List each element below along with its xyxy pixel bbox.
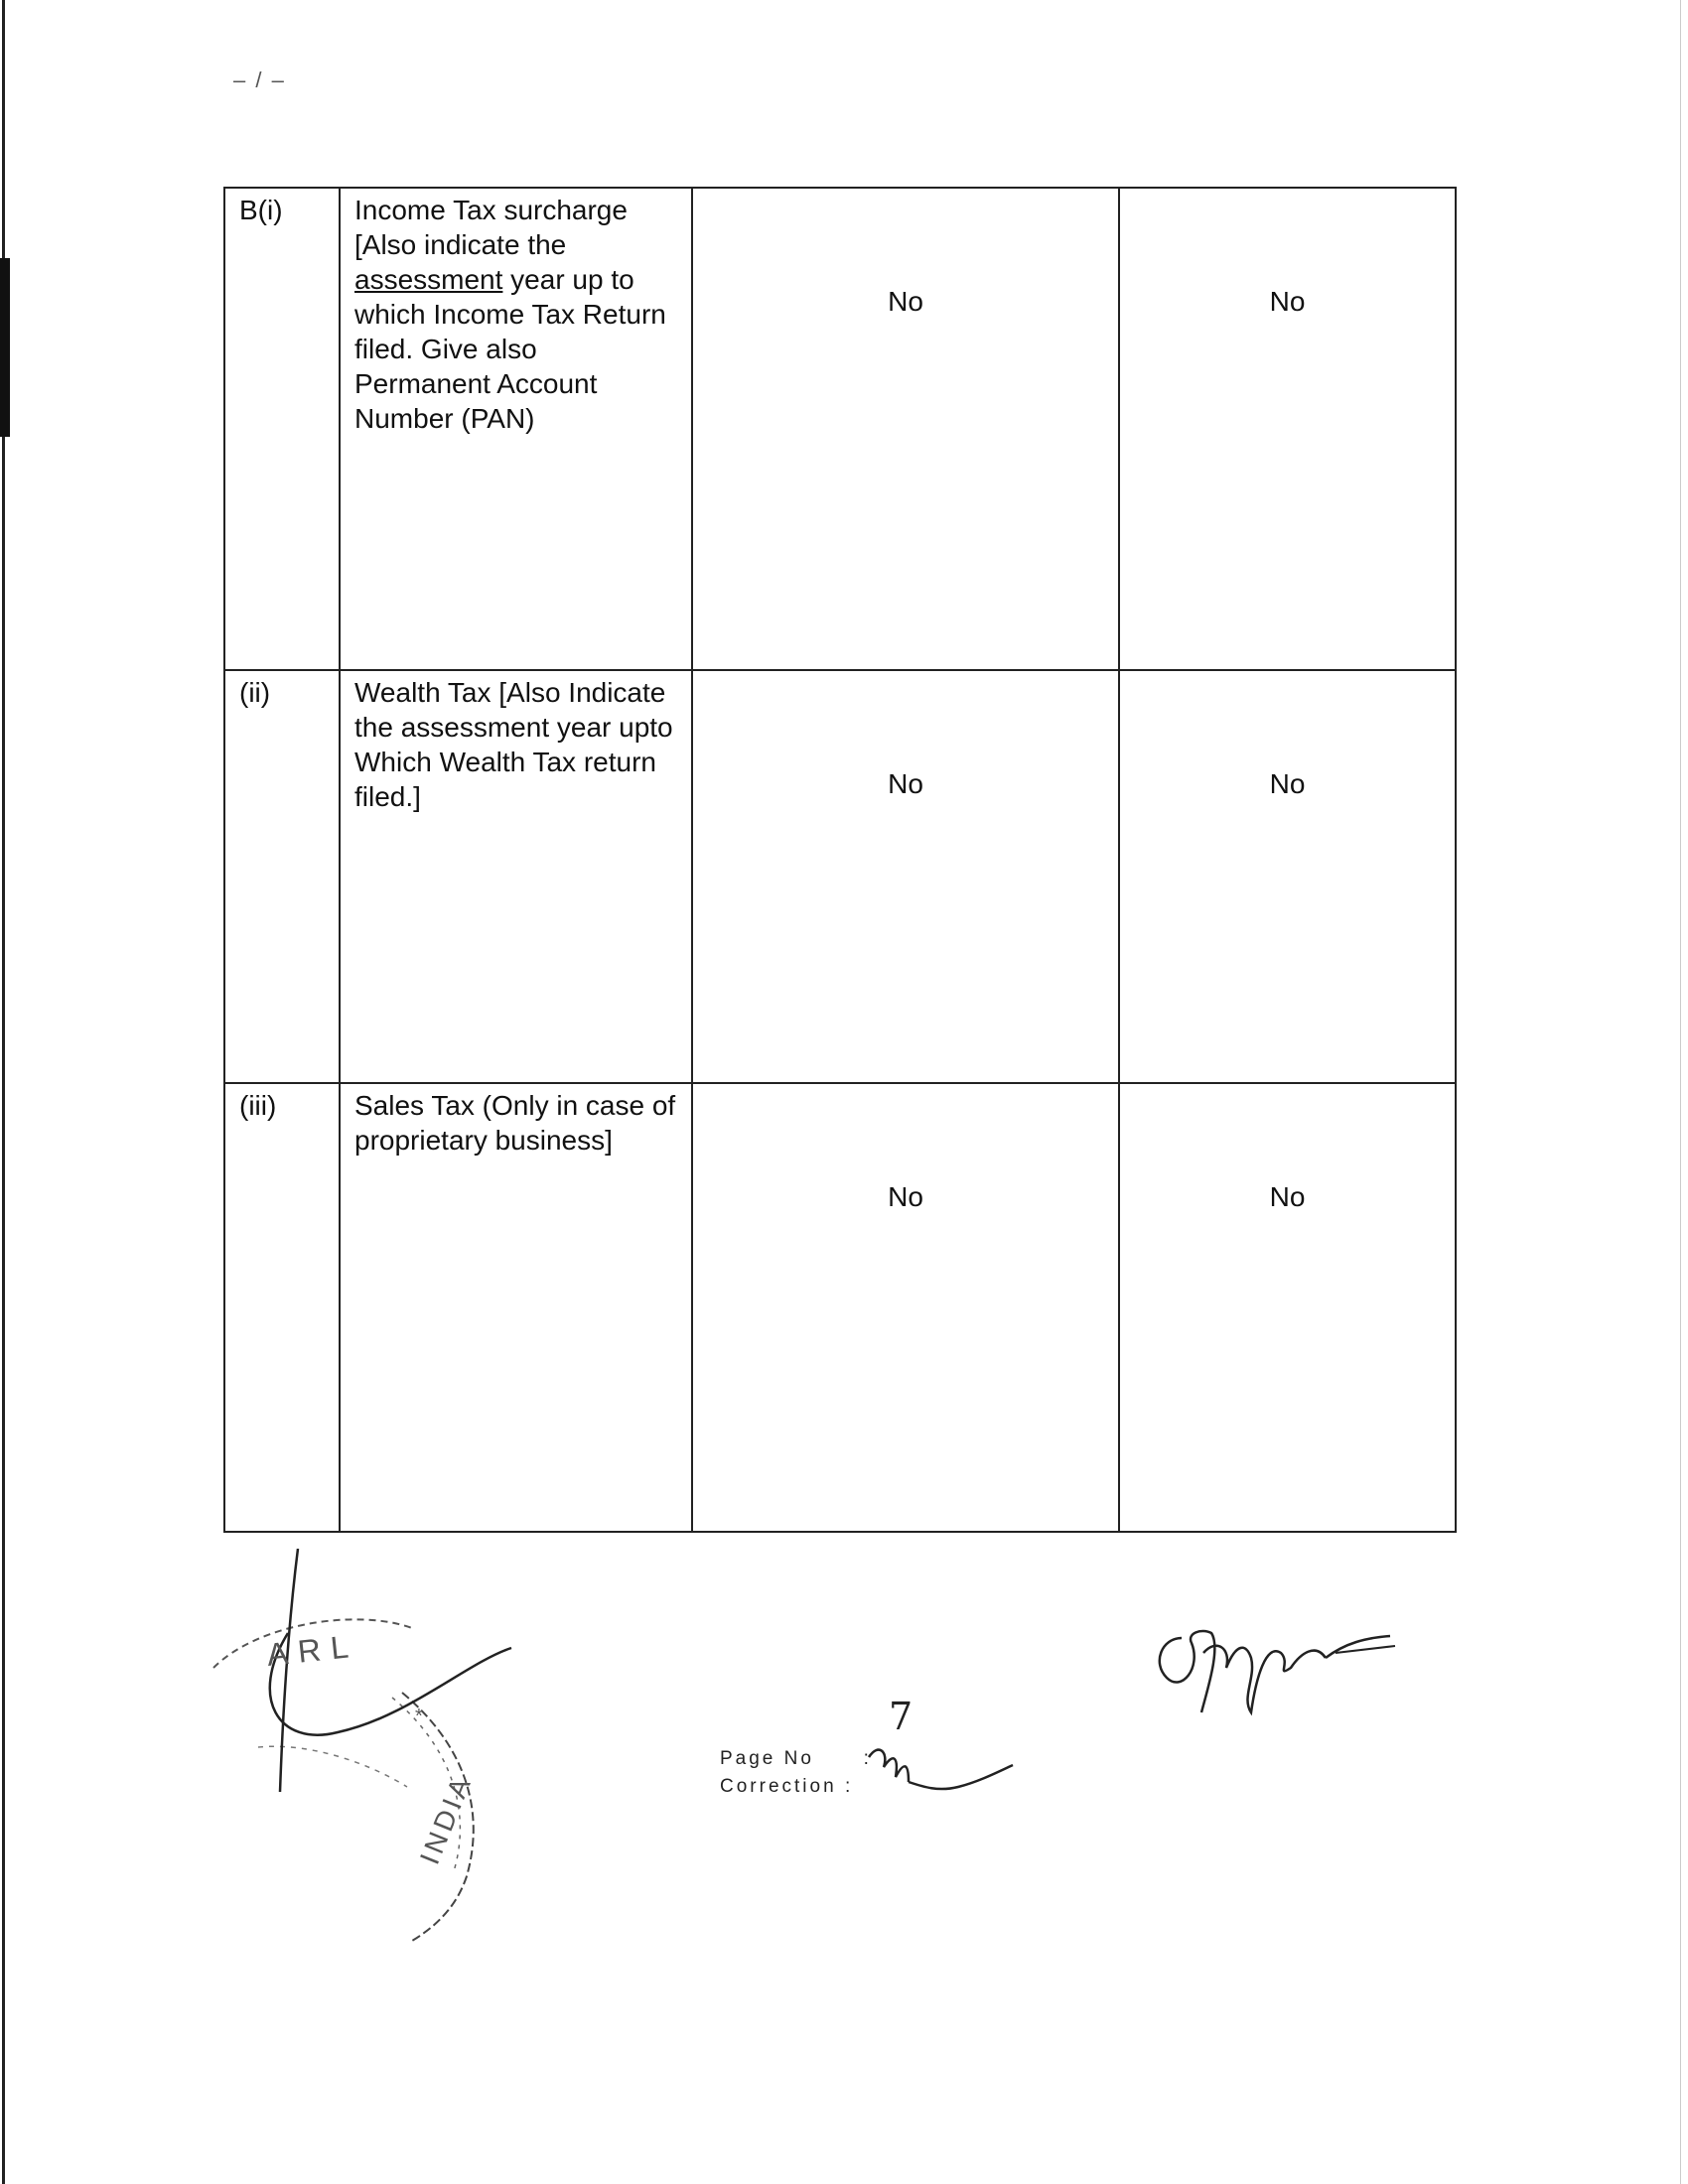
answer-cell-2 bbox=[1119, 1083, 1456, 1532]
correction-label: Correction bbox=[720, 1776, 837, 1797]
handwritten-page-number: 7 bbox=[889, 1695, 914, 1738]
description-underlined: assessment bbox=[354, 264, 503, 295]
page-no-separator: : bbox=[863, 1748, 872, 1769]
answer-text: No bbox=[1269, 286, 1306, 317]
table-row bbox=[224, 1083, 1456, 1532]
tax-declaration-table bbox=[223, 187, 1457, 1533]
table-row bbox=[224, 670, 1456, 1083]
answer-cell-2 bbox=[1119, 670, 1456, 1083]
svg-text:INDIA: INDIA bbox=[413, 1769, 479, 1869]
handwritten-correction-mark bbox=[864, 1688, 1023, 1807]
row-serial: (iii) bbox=[224, 1083, 340, 1532]
signature bbox=[1142, 1598, 1400, 1727]
description-text: year up to which Income Tax Return filed. Give also Permanent Account Number (PAN) bbox=[354, 264, 666, 434]
scan-edge-mark bbox=[0, 258, 10, 437]
answer-text: No bbox=[888, 286, 923, 317]
answer-text: No bbox=[888, 768, 923, 799]
correction-separator: : bbox=[844, 1776, 854, 1797]
answer-cell-1 bbox=[692, 670, 1119, 1083]
answer-text: No bbox=[1269, 768, 1306, 799]
description-text: Income Tax surcharge [Also indicate the bbox=[354, 195, 628, 260]
row-description bbox=[340, 188, 692, 670]
answer-cell-1 bbox=[692, 188, 1119, 670]
scan-edge-right bbox=[1680, 0, 1681, 2184]
answer-cell-2 bbox=[1119, 188, 1456, 670]
answer-text: No bbox=[888, 1181, 923, 1212]
row-description: Wealth Tax [Also Indicate the assessment year upto Which Wealth Tax return filed.] bbox=[340, 670, 692, 1083]
correction-row bbox=[720, 1773, 872, 1801]
answer-cell-1 bbox=[692, 1083, 1119, 1532]
svg-text:ARL: ARL bbox=[264, 1627, 360, 1673]
page-info bbox=[720, 1745, 872, 1801]
svg-text:*: * bbox=[415, 1706, 423, 1727]
table-row bbox=[224, 188, 1456, 670]
page-marker: – / – bbox=[233, 68, 286, 92]
answer-text: No bbox=[1269, 1181, 1306, 1212]
official-stamp bbox=[169, 1549, 526, 1946]
page-no-row bbox=[720, 1745, 872, 1773]
page-no-label: Page No bbox=[720, 1748, 814, 1769]
row-serial: (ii) bbox=[224, 670, 340, 1083]
row-description: Sales Tax (Only in case of proprietary business] bbox=[340, 1083, 692, 1532]
row-serial: B(i) bbox=[224, 188, 340, 670]
